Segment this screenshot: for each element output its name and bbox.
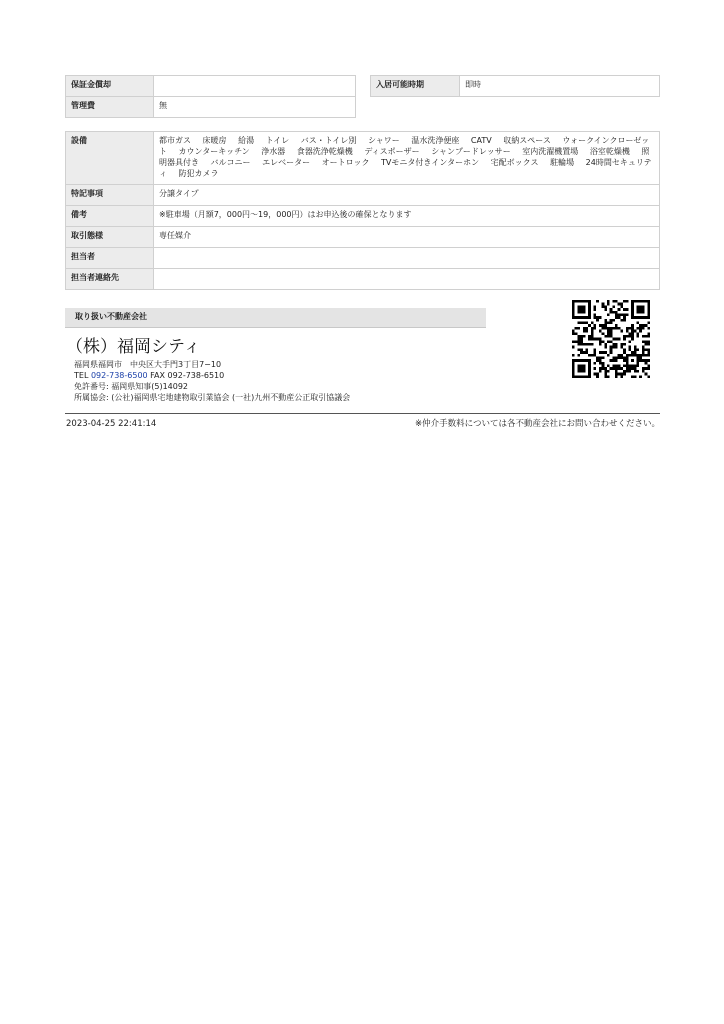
table-row — [66, 132, 660, 185]
equipment-item: 食器洗浄乾燥機 — [296, 147, 353, 156]
equipment-item: ディスポーザー — [364, 147, 420, 156]
equipment-item: 温水洗浄便座 — [411, 136, 460, 145]
equipment-item: 都市ガス — [159, 136, 191, 145]
equipment-item: 防犯カメラ — [178, 169, 219, 178]
equipment-item: シャンプードレッサー — [431, 147, 511, 156]
move-in-table — [370, 75, 660, 97]
staff-value — [154, 248, 660, 269]
printed-timestamp: 2023-04-25 22:41:14 — [66, 419, 157, 429]
equipment-item: 駐輪場 — [550, 158, 575, 167]
equipment-item: 床暖房 — [202, 136, 227, 145]
remarks-label: 備考 — [66, 206, 154, 227]
equipment-item: ウォークインクローゼット — [159, 136, 650, 156]
equipment-item: トイレ — [265, 136, 290, 145]
fax-number: 092-738-6510 — [167, 371, 225, 380]
row-label: 入居可能時期 — [371, 76, 460, 97]
table-row — [66, 76, 356, 97]
equipment-item: シャワー — [367, 136, 400, 145]
table-row — [371, 76, 660, 97]
table-row — [66, 227, 660, 248]
equipment-item: 24時間セキュリティ — [159, 158, 652, 178]
company-name: （株）福岡シティ — [66, 337, 201, 357]
equipment-item: TVモニタ付きインターホン — [381, 158, 480, 167]
row-label: 保証金償却 — [66, 76, 154, 97]
equipment-item: エレベーター — [262, 158, 311, 167]
equipment-label: 設備 — [66, 132, 154, 185]
tel-label: TEL — [74, 371, 89, 380]
remarks-value: ※駐車場（月額7，000円〜19，000円）はお申込後の確保となります — [154, 206, 660, 227]
table-row — [66, 185, 660, 206]
equipment-item: オートロック — [321, 158, 370, 167]
equipment-item: 収納スペース — [503, 136, 551, 145]
transaction-label: 取引態様 — [66, 227, 154, 248]
equipment-item: 照明器具付き — [159, 147, 650, 167]
row-value: 無 — [154, 97, 356, 118]
row-value — [154, 76, 356, 97]
tel-link[interactable]: 092-738-6500 — [90, 371, 148, 380]
footer-note: ※仲介手数料については各不動産会社にお問い合わせください。 — [415, 419, 660, 429]
special-notes-label: 特記事項 — [66, 185, 154, 206]
staff-contact-label: 担当者連絡先 — [66, 269, 154, 290]
equipment-item: 浄水器 — [261, 147, 286, 156]
row-label: 管理費 — [66, 97, 154, 118]
equipment-item: カウンターキッチン — [178, 147, 250, 156]
equipment-item: 浴室乾燥機 — [589, 147, 630, 156]
equipment-item: バルコニー — [210, 158, 251, 167]
table-row — [66, 248, 660, 269]
equipment-list — [154, 132, 660, 185]
equipment-item: 給湯 — [238, 136, 255, 145]
qr-code-icon — [572, 300, 650, 378]
association: 所属協会: (公社)福岡県宅地建物取引業協会 (一社)九州不動産公正取引協議会 — [74, 393, 351, 402]
company-address: 福岡県福岡市 中央区大手門3丁目7−10 — [74, 360, 222, 369]
license-number: 免許番号: 福岡県知事(5)14092 — [74, 382, 189, 391]
fax-label: FAX — [150, 371, 165, 380]
footer-divider — [65, 413, 660, 414]
staff-label: 担当者 — [66, 248, 154, 269]
property-details-table — [65, 131, 660, 290]
special-notes-value: 分譲タイプ — [154, 185, 660, 206]
company-info — [74, 359, 350, 403]
row-value: 即時 — [460, 76, 660, 97]
deposit-management-table — [65, 75, 356, 118]
staff-contact-value — [154, 269, 660, 290]
table-row — [66, 97, 356, 118]
equipment-item: CATV — [470, 136, 492, 145]
table-row — [66, 206, 660, 227]
transaction-value: 専任媒介 — [154, 227, 660, 248]
equipment-item: 宅配ボックス — [490, 158, 539, 167]
company-section-header: 取り扱い不動産会社 — [65, 308, 486, 328]
equipment-item: バス・トイレ別 — [300, 136, 357, 145]
company-phone-line — [74, 370, 350, 381]
table-row — [66, 269, 660, 290]
equipment-item: 室内洗濯機置場 — [522, 147, 579, 156]
